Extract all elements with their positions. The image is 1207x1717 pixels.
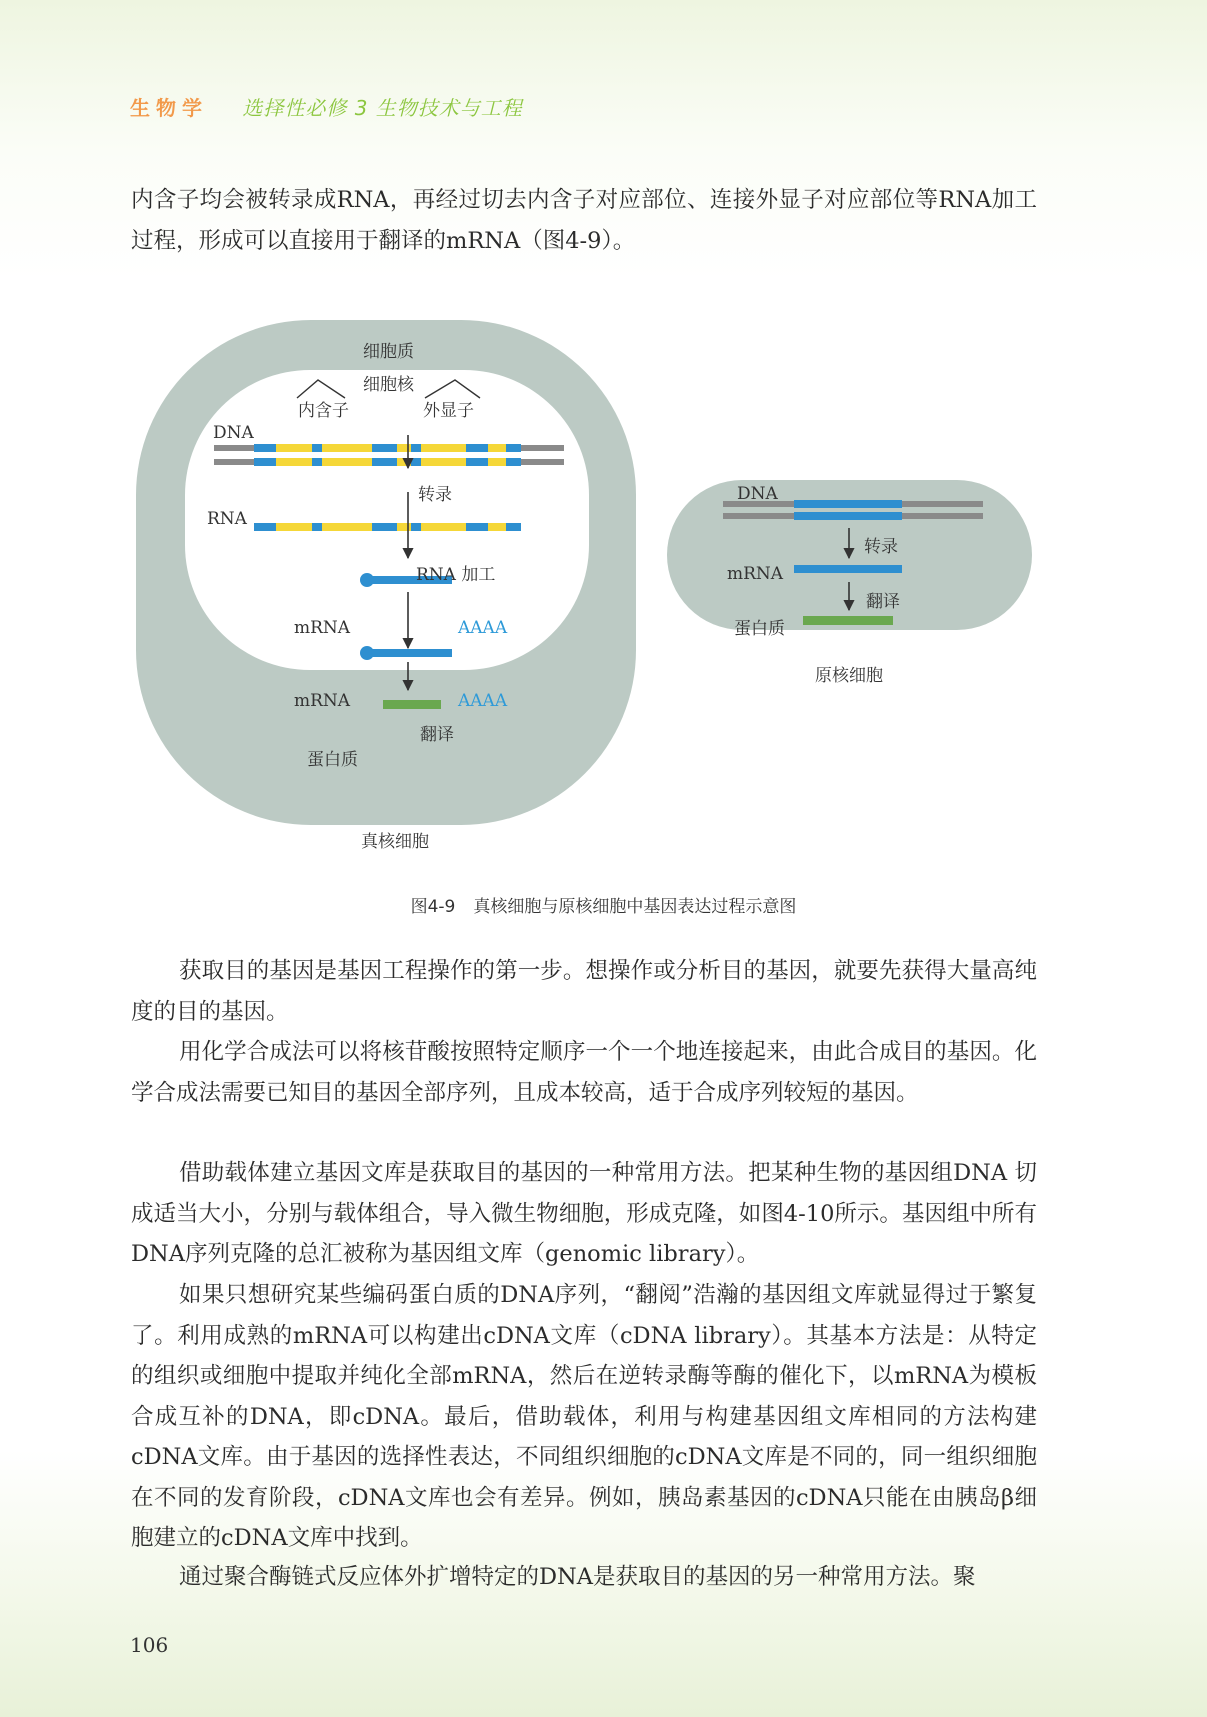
processing-label: RNA 加工 xyxy=(416,565,496,585)
rna-exon-segment xyxy=(254,523,276,531)
prokaryote-translation-label: 翻译 xyxy=(866,592,900,612)
cytoplasm-label: 细胞质 xyxy=(363,342,414,362)
exon-segment xyxy=(312,458,322,466)
exon-segment xyxy=(506,458,521,466)
body-paragraph-3: 借助载体建立基因文库是获取目的基因的一种常用方法。把某种生物的基因组DNA 切成适当大小，分别与载体组合，导入微生物细胞，形成克隆，如图4-10所示。基因组中所有DNA序列克隆的总汇被称为基因组文库（genomic library）。 xyxy=(131,1160,1037,1267)
intron-segment xyxy=(322,444,372,452)
prokaryote-mrna xyxy=(794,565,902,573)
mrna-cytoplasm-label: mRNA xyxy=(294,691,351,711)
intro-paragraph: 内含子均会被转录成RNA，再经过切去内含子对应部位、连接外显子对应部位等RNA加工过程，形成可以直接用于翻译的mRNA（图4-9）。 xyxy=(131,187,1037,254)
intron-segment xyxy=(276,444,312,452)
intron-segment xyxy=(322,458,372,466)
body-paragraph-1: 获取目的基因是基因工程操作的第一步。想操作或分析目的基因，就要先获得大量高纯度的目的基因。 xyxy=(131,958,1037,1025)
polya-tail-label-1: AAAA xyxy=(458,618,508,638)
exon-segment xyxy=(466,444,488,452)
nucleus-label: 细胞核 xyxy=(363,375,414,395)
polya-tail-label-2: AAAA xyxy=(458,691,508,711)
exon-segment xyxy=(466,458,488,466)
intron-segment xyxy=(421,458,466,466)
header-subject: 生物学 xyxy=(130,96,208,120)
body-paragraph-4: 如果只想研究某些编码蛋白质的DNA序列，“翻阅”浩瀚的基因组文库就显得过于繁复了。利用成熟的mRNA可以构建出cDNA文库（cDNA library）。其基本方法是：从特定的组织或细胞中提取并纯化全部mRNA，然后在逆转录酶等酶的催化下，以mRNA为模板合成互补的DNA，即cDNA。最后，借助载体，利用与构建基因组文库相同的方法构建cDNA文库。由于基因的选择性表达，不同组织细胞的cDNA文库是不同的，同一组织细胞在不同的发育阶段，cDNA文库也会有差异。例如，胰岛素基因的cDNA只能在由胰岛β细胞建立的cDNA文库中找到。 xyxy=(131,1282,1037,1551)
exon-segment xyxy=(254,458,276,466)
running-header xyxy=(130,92,523,121)
eukaryote-protein xyxy=(383,700,441,709)
prokaryote-mrna-label: mRNA xyxy=(727,564,784,584)
exon-label: 外显子 xyxy=(423,401,474,421)
prokaryote-transcription-label: 转录 xyxy=(864,537,898,557)
eukaryote-dna-label: DNA xyxy=(213,423,254,443)
exon-segment xyxy=(411,444,421,452)
prokaryote-cell-name: 原核细胞 xyxy=(815,666,883,686)
exon-segment xyxy=(372,444,397,452)
figure-4-9 xyxy=(0,300,1207,920)
transcription-label: 转录 xyxy=(418,485,452,505)
intron-segment xyxy=(397,458,411,466)
rna-exon-segment xyxy=(312,523,322,531)
rna-intron-segment xyxy=(397,523,411,531)
exon-segment xyxy=(506,444,521,452)
eukaryote-cell-name: 真核细胞 xyxy=(361,832,429,852)
rna-exon-segment xyxy=(466,523,488,531)
intron-segment xyxy=(421,444,466,452)
exon-segment xyxy=(411,458,421,466)
body-paragraph-5: 通过聚合酶链式反应体外扩增特定的DNA是获取目的基因的另一种常用方法。聚 xyxy=(179,1564,976,1590)
rna-intron-segment xyxy=(276,523,312,531)
prokaryote-dna-label: DNA xyxy=(737,484,778,504)
intron-segment xyxy=(276,458,312,466)
eukaryote-translation-label: 翻译 xyxy=(420,725,454,745)
eukaryote-rna xyxy=(254,523,521,531)
rna-exon-segment xyxy=(506,523,521,531)
intron-segment xyxy=(397,444,411,452)
rna-exon-segment xyxy=(372,523,397,531)
prokaryote-protein xyxy=(803,616,893,625)
gene-expression-diagram xyxy=(0,300,1207,920)
page-number: 106 xyxy=(130,1633,169,1657)
rna-intron-segment xyxy=(421,523,466,531)
intron-label: 内含子 xyxy=(298,401,349,421)
rna-intron-segment xyxy=(488,523,506,531)
figure-caption-text: 真核细胞与原核细胞中基因表达过程示意图 xyxy=(473,897,797,917)
exon-segment xyxy=(372,458,397,466)
eukaryote-protein-label: 蛋白质 xyxy=(307,750,358,770)
figure-caption xyxy=(0,892,1207,917)
intron-segment xyxy=(488,458,506,466)
prokaryote-protein-label: 蛋白质 xyxy=(734,619,785,639)
exon-segment xyxy=(254,444,276,452)
mrna-nucleus-label: mRNA xyxy=(294,618,351,638)
header-book-title: 选择性必修 3 生物技术与工程 xyxy=(242,96,523,120)
body-paragraph-2: 用化学合成法可以将核苷酸按照特定顺序一个一个地连接起来，由此合成目的基因。化学合成法需要已知目的基因全部序列，且成本较高，适于合成序列较短的基因。 xyxy=(131,1039,1037,1106)
exon-segment xyxy=(312,444,322,452)
figure-caption-number: 图4-9 xyxy=(410,897,456,917)
rna-intron-segment xyxy=(322,523,372,531)
eukaryote-rna-label: RNA xyxy=(207,509,247,529)
intron-segment xyxy=(488,444,506,452)
rna-exon-segment xyxy=(411,523,421,531)
